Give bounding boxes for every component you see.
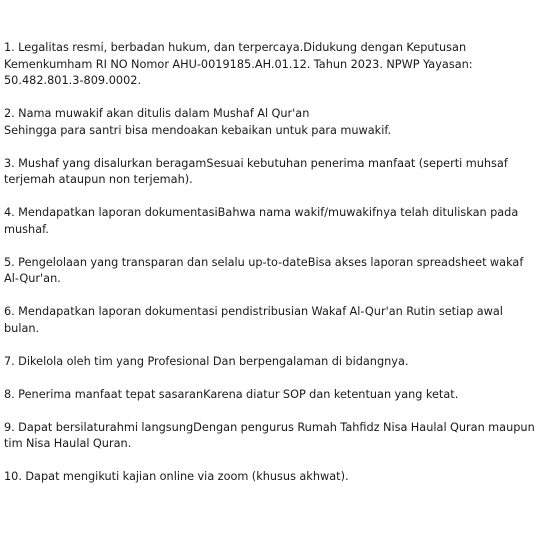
list-item: 2. Nama muwakif akan ditulis dalam Mushaf Al Qur'an Sehingga para santri bisa mendoakan kebaikan untuk para muwakif. (4, 107, 392, 137)
list-item: 3. Mushaf yang disalurkan beragamSesuai kebutuhan penerima manfaat (seperti muhsaf terjemah ataupun non terjemah). (4, 156, 508, 186)
list-item: 4. Mendapatkan laporan dokumentasiBahwa nama wakif/muwakifnya telah dituliskan pada mushaf. (4, 206, 519, 236)
list-item: 7. Dikelola oleh tim yang Profesional Dan berpengalaman di bidangnya. (4, 354, 409, 368)
list-item: 5. Pengelolaan yang transparan dan selalu up-to-dateBisa akses laporan spreadsheet wakaf Al-Qur'an. (4, 255, 524, 285)
list-item: 8. Penerima manfaat tepat sasaranKarena diatur SOP dan ketentuan yang ketat. (4, 387, 459, 401)
list-item: 1. Legalitas resmi, berbadan hukum, dan terpercaya.Didukung dengan Keputusan Kemenkumham RI NO Nomor AHU-0019185.AH.01.12. Tahun 2023. NPWP Yayasan: 50.482.801.3-809.0002. (4, 41, 473, 87)
list-item: 6. Mendapatkan laporan dokumentasi pendistribusian Wakaf Al-Qur'an Rutin setiap awal bulan. (4, 305, 503, 335)
list-item: 9. Dapat bersilaturahmi langsungDengan pengurus Rumah Tahfidz Nisa Haulal Quran maupun tim Nisa Haulal Quran. (4, 420, 535, 450)
list-item: 10. Dapat mengikuti kajian online via zoom (khusus akhwat). (4, 470, 349, 483)
